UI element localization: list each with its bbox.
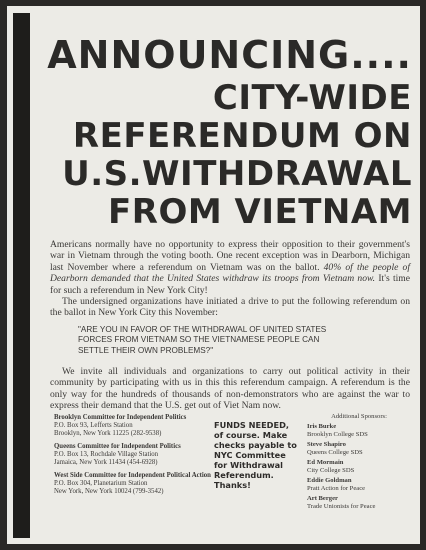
headline <box>42 33 412 233</box>
black-side-bar <box>13 13 30 538</box>
headline-from-vietnam: FROM VIETNAM <box>108 192 412 232</box>
committee-brooklyn <box>54 414 214 438</box>
committee-queens <box>54 443 214 467</box>
sponsor-entry <box>307 495 411 511</box>
sponsor-name: Ed Mormain <box>307 459 344 466</box>
committee-name: Brooklyn Committee for Independent Politics <box>54 414 187 421</box>
sponsor-name: Art Berger <box>307 495 338 502</box>
sponsor-affiliation: Queens College SDS <box>307 449 363 456</box>
committee-name: West Side Committee for Independent Political Action <box>54 472 211 479</box>
intro-paragraph <box>50 239 410 296</box>
committee-name: Queens Committee for Independent Politics <box>54 443 181 450</box>
funds-needed-note: FUNDS NEEDED, of course. Make checks payable to NYC Committee for Withdrawal Referendum. Thanks! <box>214 420 297 490</box>
sponsor-list <box>307 413 411 513</box>
invitation-paragraph: We invite all individuals and organizations to carry out political activity in their community by participating with us in this this referendum campaign. A referendum is the only way for the hundreds of thousands of non-demonstrators who are against the war to express their demand that the U.S. get out of Viet Nam now. <box>50 366 410 412</box>
intro-italic-text: 40% of the people of Dearborn demanded that the United States withdraw its troops from Vietnam now. <box>50 261 410 285</box>
sponsor-affiliation: Pratt Action for Peace <box>307 485 366 492</box>
referendum-question: "ARE YOU IN FAVOR OF THE WITHDRAWAL OF UNITED STATES FORCES FROM VIETNAM SO THE VIETNAMESE PEOPLE CAN SETTLE THEIR OWN PROBLEMS?" <box>78 324 327 355</box>
committee-city: Brooklyn, New York 11225 (282-9538) <box>54 430 162 437</box>
committee-address: P.O. Box 13, Rochdale Village Station <box>54 451 159 458</box>
committee-address: P.O. Box 304, Planetarium Station <box>54 480 148 487</box>
committee-west-side <box>54 472 214 496</box>
headline-us-withdrawal: U.S.WITHDRAWAL <box>62 154 412 194</box>
sponsor-entry <box>307 441 411 457</box>
headline-announcing: ANNOUNCING.... <box>47 33 412 77</box>
sponsor-name: Iris Burke <box>307 423 337 430</box>
committee-city: New York, New York 10024 (799-3542) <box>54 488 164 495</box>
sponsors-heading: Additional Sponsors: <box>331 413 387 420</box>
intro-text: Americans normally have no opportunity to express their opposition to their government's war in Vietnam through the voting booth. One recent exception was in Dearborn, Michigan last November where a referendum on Vietnam was on the ballot. <box>50 239 410 273</box>
body-text <box>50 239 410 412</box>
sponsor-name: Eddie Goldman <box>307 477 352 484</box>
organizations-paragraph: The undersigned organizations have initiated a drive to put the following referendum on the ballot in New York City this November: <box>50 296 410 319</box>
committee-list <box>54 414 214 501</box>
headline-referendum-on: REFERENDUM ON <box>72 116 412 156</box>
headline-city-wide: CITY-WIDE <box>212 78 412 118</box>
sponsor-affiliation: Trade Unionists for Peace <box>307 503 376 510</box>
committee-city: Jamaica, New York 11434 (454-6928) <box>54 459 158 466</box>
sponsor-name: Steve Shapiro <box>307 441 346 448</box>
sponsor-affiliation: City College SDS <box>307 467 355 474</box>
sponsor-affiliation: Brooklyn College SDS <box>307 431 368 438</box>
committee-address: P.O. Box 93, Lefferts Station <box>54 422 133 429</box>
sponsor-entry <box>307 459 411 475</box>
intro-end-text: It's time for such a referendum in New York City! <box>50 273 411 296</box>
sponsor-entry <box>307 423 411 439</box>
sponsor-entry <box>307 477 411 493</box>
